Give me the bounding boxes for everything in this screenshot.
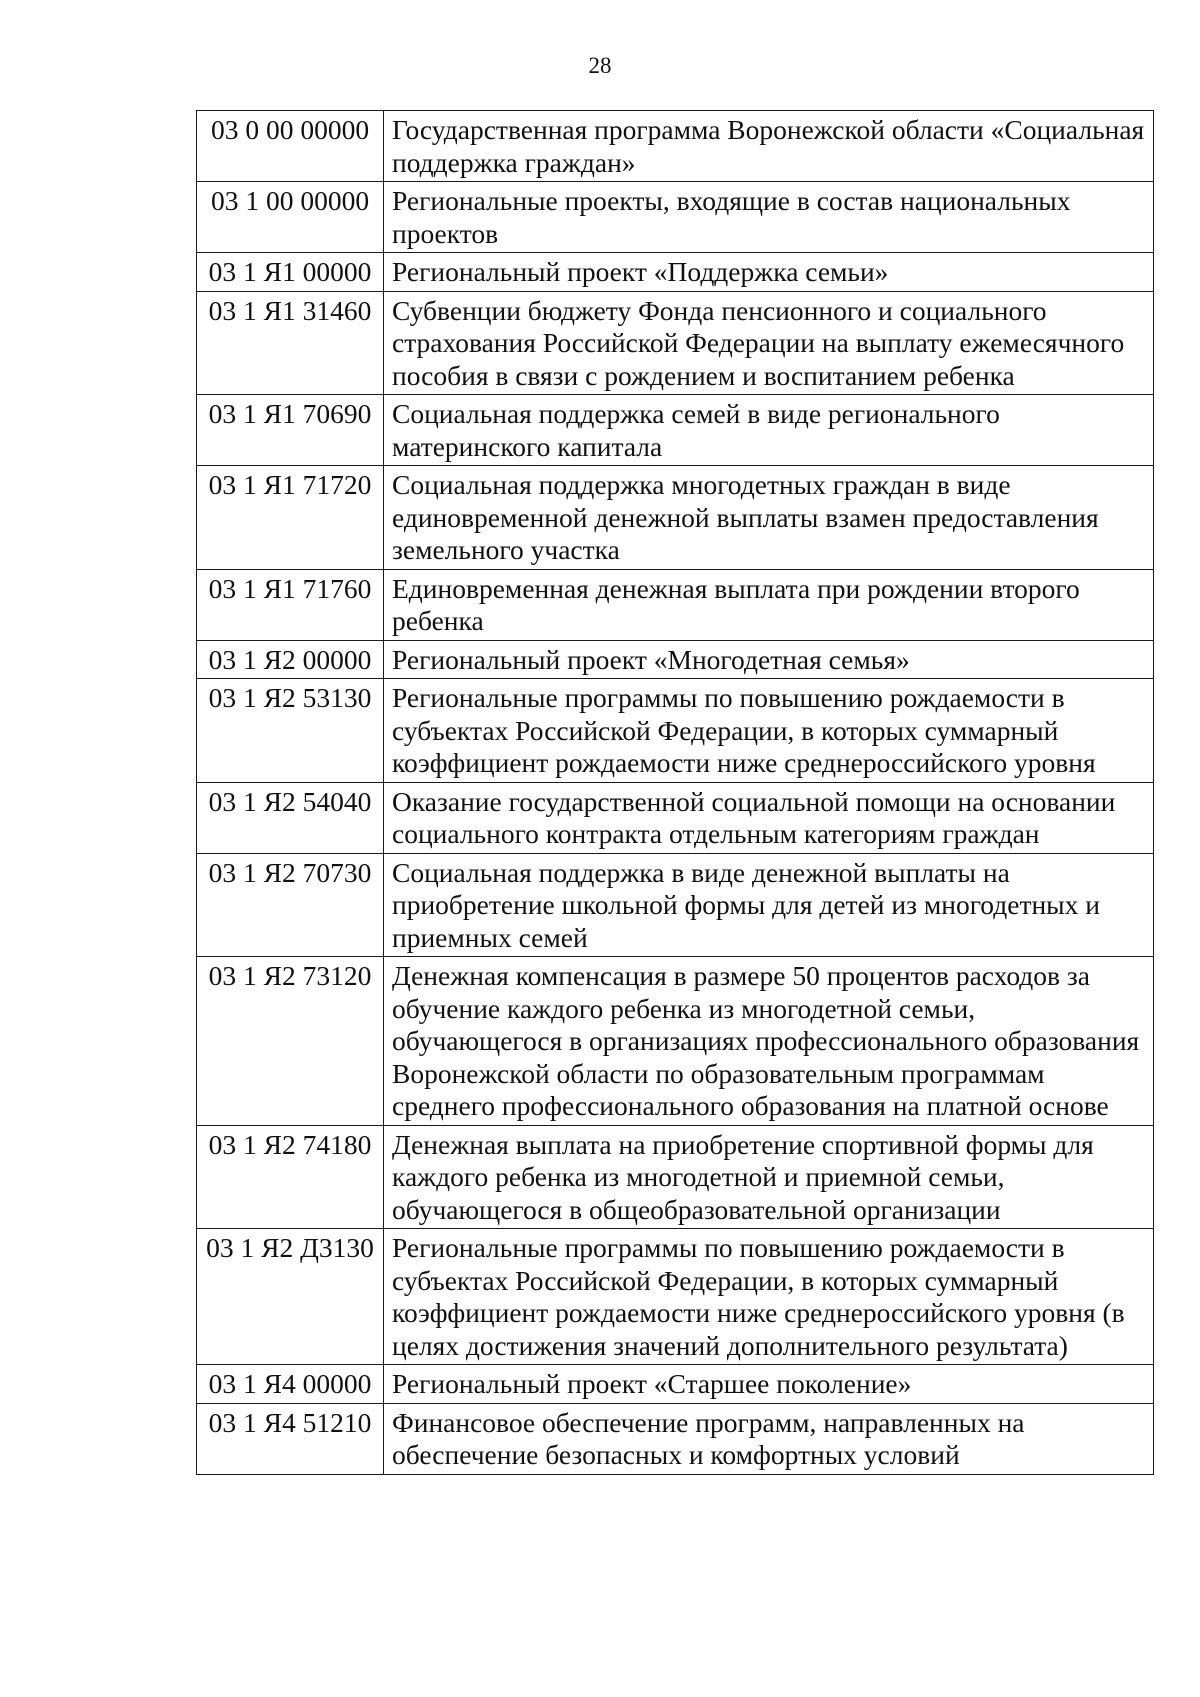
description-cell: Региональный проект «Многодетная семья»	[384, 640, 1154, 679]
table-row	[197, 1403, 1154, 1474]
code-cell: 03 1 Я2 70730	[197, 853, 384, 957]
description-cell: Социальная поддержка многодетных граждан в виде единовременной денежной выплаты взамен предоставления земельного участка	[384, 466, 1154, 570]
table-row	[197, 853, 1154, 957]
code-cell: 03 1 Я1 71760	[197, 569, 384, 640]
code-cell: 03 1 Я1 70690	[197, 395, 384, 466]
code-cell: 03 1 Я2 53130	[197, 679, 384, 783]
table-row	[197, 395, 1154, 466]
description-cell: Государственная программа Воронежской области «Социальная поддержка граждан»	[384, 111, 1154, 182]
description-cell: Субвенции бюджету Фонда пенсионного и социального страхования Российской Федерации на выплату ежемесячного пособия в связи с рождением и воспитанием ребенка	[384, 291, 1154, 395]
description-cell: Единовременная денежная выплата при рождении второго ребенка	[384, 569, 1154, 640]
description-cell: Региональные программы по повышению рождаемости в субъектах Российской Федерации, в которых суммарный коэффициент рождаемости ниже среднероссийского уровня (в целях достижения значений дополнительного результата)	[384, 1229, 1154, 1365]
description-cell: Социальная поддержка в виде денежной выплаты на приобретение школьной формы для детей из многодетных и приемных семей	[384, 853, 1154, 957]
description-cell: Финансовое обеспечение программ, направленных на обеспечение безопасных и комфортных условий	[384, 1403, 1154, 1474]
table-row	[197, 679, 1154, 783]
table-row	[197, 782, 1154, 853]
table-row	[197, 182, 1154, 253]
code-cell: 03 1 Я2 73120	[197, 957, 384, 1126]
code-cell: 03 1 Я2 74180	[197, 1125, 384, 1229]
table-row	[197, 253, 1154, 292]
code-cell: 03 1 Я1 71720	[197, 466, 384, 570]
table-row	[197, 1125, 1154, 1229]
page-number: 28	[588, 53, 612, 78]
code-cell: 03 1 Я4 00000	[197, 1365, 384, 1404]
code-cell: 03 1 Я1 31460	[197, 291, 384, 395]
code-cell: 03 1 Я1 00000	[197, 253, 384, 292]
table-row	[197, 640, 1154, 679]
table-row	[197, 111, 1154, 182]
table-row	[197, 957, 1154, 1126]
table-row	[197, 569, 1154, 640]
description-cell: Региональный проект «Поддержка семьи»	[384, 253, 1154, 292]
code-cell: 03 1 Я4 51210	[197, 1403, 384, 1474]
code-cell: 03 0 00 00000	[197, 111, 384, 182]
table-row	[197, 1229, 1154, 1365]
description-cell: Оказание государственной социальной помощи на основании социального контракта отдельным категориям граждан	[384, 782, 1154, 853]
budget-codes-table	[196, 110, 1154, 1475]
description-cell: Региональные проекты, входящие в состав национальных проектов	[384, 182, 1154, 253]
code-cell: 03 1 00 00000	[197, 182, 384, 253]
description-cell: Денежная компенсация в размере 50 процентов расходов за обучение каждого ребенка из многодетной семьи, обучающегося в организациях профессионального образования Воронежской области по образовательным программам среднего профессионального образования на платной основе	[384, 957, 1154, 1126]
description-cell: Региональные программы по повышению рождаемости в субъектах Российской Федерации, в которых суммарный коэффициент рождаемости ниже среднероссийского уровня	[384, 679, 1154, 783]
table-row	[197, 1365, 1154, 1404]
description-cell: Денежная выплата на приобретение спортивной формы для каждого ребенка из многодетной и приемной семьи, обучающегося в общеобразовательной организации	[384, 1125, 1154, 1229]
code-cell: 03 1 Я2 00000	[197, 640, 384, 679]
description-cell: Социальная поддержка семей в виде регионального материнского капитала	[384, 395, 1154, 466]
table-row	[197, 291, 1154, 395]
code-cell: 03 1 Я2 Д3130	[197, 1229, 384, 1365]
code-cell: 03 1 Я2 54040	[197, 782, 384, 853]
description-cell: Региональный проект «Старшее поколение»	[384, 1365, 1154, 1404]
table-row	[197, 466, 1154, 570]
table-body	[197, 111, 1154, 1475]
